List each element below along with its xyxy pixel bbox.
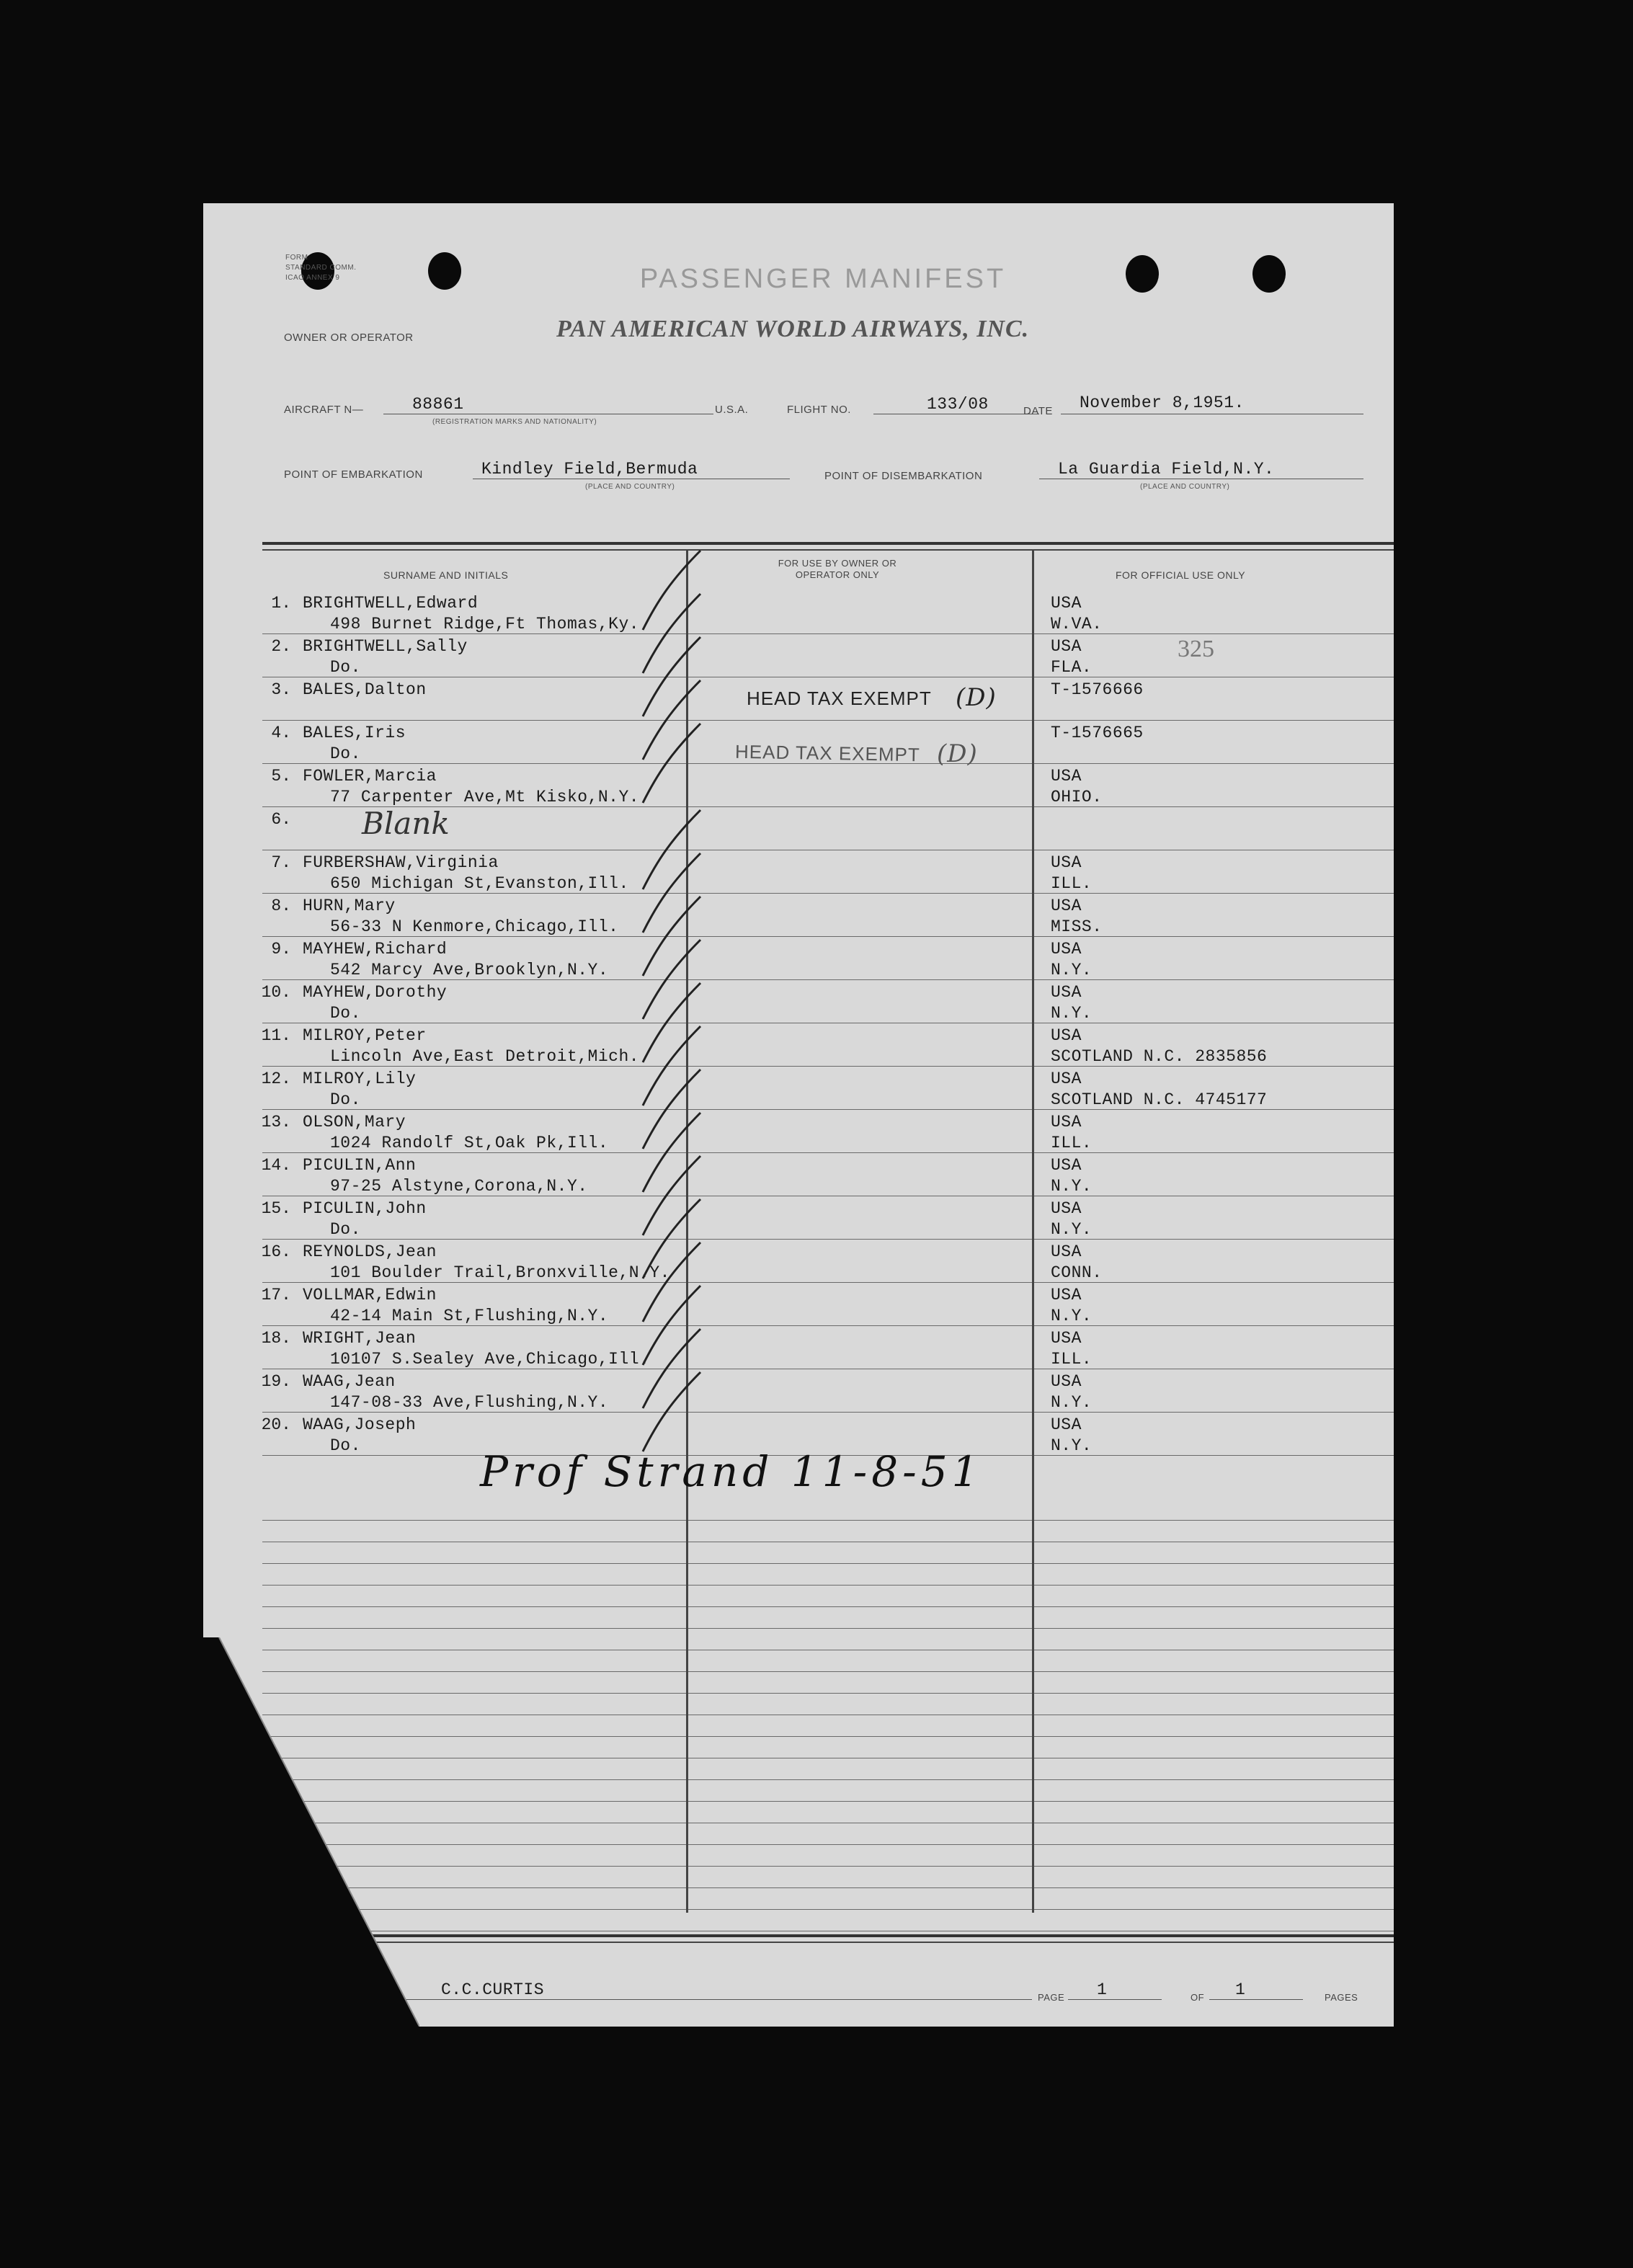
passenger-number: 4. bbox=[271, 724, 291, 742]
page-label: PAGE bbox=[1038, 1992, 1065, 2003]
passenger-number: 7. bbox=[271, 853, 291, 872]
check-stroke bbox=[643, 1199, 700, 1278]
passenger-number: 1. bbox=[271, 594, 291, 613]
passenger-name: VOLLMAR,Edwin bbox=[303, 1286, 437, 1304]
passenger-name: FOWLER,Marcia bbox=[303, 767, 437, 786]
passenger-address: Do. bbox=[330, 1090, 361, 1109]
passenger-number: 16. bbox=[261, 1242, 291, 1261]
passenger-name: MAYHEW,Dorothy bbox=[303, 983, 448, 1002]
official-entry-2: FLA. bbox=[1051, 658, 1093, 677]
passenger-name: WRIGHT,Jean bbox=[303, 1329, 417, 1348]
passenger-name: BALES,Iris bbox=[303, 724, 406, 742]
official-entry-1: USA bbox=[1051, 1069, 1082, 1088]
passenger-number: 8. bbox=[271, 897, 291, 915]
page-title: PASSENGER MANIFEST bbox=[639, 264, 1007, 294]
passenger-number: 12. bbox=[261, 1069, 291, 1088]
by-underline bbox=[398, 1999, 1032, 2000]
col-owner-header: FOR USE BY OWNER OR OPERATOR ONLY bbox=[778, 558, 897, 580]
passenger-name: WAAG,Jean bbox=[303, 1372, 396, 1391]
official-entry-2: W.VA. bbox=[1051, 615, 1103, 633]
disembarkation-value: La Guardia Field,N.Y. bbox=[1058, 460, 1275, 479]
passenger-address: 650 Michigan St,Evanston,Ill. bbox=[330, 874, 629, 893]
of-underline bbox=[1209, 1999, 1303, 2000]
passenger-number: 6. bbox=[271, 810, 291, 829]
official-entry-1: T-1576665 bbox=[1051, 724, 1144, 742]
disembarkation-note: (PLACE AND COUNTRY) bbox=[1140, 483, 1230, 491]
disembarkation-label: POINT OF DISEMBARKATION bbox=[824, 470, 983, 482]
official-entry-1: USA bbox=[1051, 1415, 1082, 1434]
check-stroke bbox=[643, 853, 700, 933]
form-corner-line2: STANDARD COMM. bbox=[285, 264, 357, 272]
official-entry-2: ILL. bbox=[1051, 1134, 1093, 1152]
check-stroke bbox=[643, 637, 700, 716]
stamp-mark: (D) bbox=[956, 683, 997, 712]
check-stroke bbox=[643, 594, 700, 673]
official-entry-2: SCOTLAND N.C. 2835856 bbox=[1051, 1047, 1268, 1066]
passenger-name: MILROY,Lily bbox=[303, 1069, 417, 1088]
check-stroke bbox=[643, 724, 700, 803]
col-official-header: FOR OFFICIAL USE ONLY bbox=[1116, 569, 1246, 581]
passenger-address: 147-08-33 Ave,Flushing,N.Y. bbox=[330, 1393, 609, 1412]
page-total: 1 bbox=[1235, 1980, 1246, 1999]
passenger-name: BRIGHTWELL,Edward bbox=[303, 594, 479, 613]
passenger-address: 101 Boulder Trail,Bronxville,N.Y. bbox=[330, 1263, 670, 1282]
passenger-name: PICULIN,Ann bbox=[303, 1156, 417, 1175]
passenger-number: 3. bbox=[271, 680, 291, 699]
official-entry-2: CONN. bbox=[1051, 1263, 1103, 1282]
passenger-number: 11. bbox=[261, 1026, 291, 1045]
official-entry-2: N.Y. bbox=[1051, 1393, 1093, 1412]
passenger-number: 13. bbox=[261, 1113, 291, 1131]
official-entry-1: USA bbox=[1051, 897, 1082, 915]
passenger-address: 1024 Randolf St,Oak Pk,Ill. bbox=[330, 1134, 609, 1152]
passenger-name: REYNOLDS,Jean bbox=[303, 1242, 437, 1261]
check-stroke bbox=[643, 1286, 700, 1365]
page-number: 1 bbox=[1097, 1980, 1108, 1999]
check-stroke bbox=[643, 1069, 700, 1149]
official-entry-1: USA bbox=[1051, 1286, 1082, 1304]
passenger-address: 97-25 Alstyne,Corona,N.Y. bbox=[330, 1177, 588, 1196]
passenger-name: MILROY,Peter bbox=[303, 1026, 427, 1045]
check-stroke bbox=[643, 1329, 700, 1408]
check-stroke bbox=[643, 1113, 700, 1192]
passenger-number: 5. bbox=[271, 767, 291, 786]
official-entry-1: USA bbox=[1051, 1156, 1082, 1175]
head-tax-stamp: HEAD TAX EXEMPT bbox=[747, 688, 932, 709]
flight-date: November 8,1951. bbox=[1080, 393, 1245, 412]
passenger-name: OLSON,Mary bbox=[303, 1113, 406, 1131]
page-underline bbox=[1068, 1999, 1162, 2000]
passenger-address: 77 Carpenter Ave,Mt Kisko,N.Y. bbox=[330, 788, 640, 806]
passenger-address: 56-33 N Kenmore,Chicago,Ill. bbox=[330, 917, 619, 936]
aircraft-note: (REGISTRATION MARKS AND NATIONALITY) bbox=[432, 418, 597, 426]
flight-number: 133/08 bbox=[927, 395, 989, 414]
official-entry-1: USA bbox=[1051, 1372, 1082, 1391]
passenger-number: 14. bbox=[261, 1156, 291, 1175]
handwritten-blank: Blank bbox=[362, 806, 450, 841]
form-corner-line3: ICAO ANNEX 9 bbox=[285, 274, 340, 282]
passenger-number: 10. bbox=[261, 983, 291, 1002]
check-stroke bbox=[643, 940, 700, 1019]
aircraft-registration: 88861 bbox=[412, 395, 464, 414]
stamp-mark: (D) bbox=[937, 739, 978, 768]
official-entry-2: N.Y. bbox=[1051, 1220, 1093, 1239]
official-entry-1: USA bbox=[1051, 637, 1082, 656]
official-entry-1: USA bbox=[1051, 767, 1082, 786]
check-stroke bbox=[643, 1026, 700, 1106]
passenger-address: Do. bbox=[330, 744, 361, 763]
check-stroke bbox=[643, 1372, 700, 1451]
flight-label: FLIGHT NO. bbox=[787, 404, 851, 416]
passenger-number: 20. bbox=[261, 1415, 291, 1434]
official-entry-2: ILL. bbox=[1051, 874, 1093, 893]
passenger-name: BRIGHTWELL,Sally bbox=[303, 637, 468, 656]
passenger-address: Do. bbox=[330, 1436, 361, 1455]
handwritten-signature: Prof Strand 11-8-51 bbox=[480, 1447, 983, 1496]
check-stroke bbox=[643, 1156, 700, 1235]
official-entry-2: N.Y. bbox=[1051, 1004, 1093, 1023]
passenger-address: 542 Marcy Ave,Brooklyn,N.Y. bbox=[330, 961, 609, 979]
official-entry-1: USA bbox=[1051, 853, 1082, 872]
passenger-number: 2. bbox=[271, 637, 291, 656]
passenger-name: BALES,Dalton bbox=[303, 680, 427, 699]
aircraft-label: AIRCRAFT N— bbox=[284, 404, 364, 416]
check-stroke bbox=[643, 551, 700, 630]
passenger-number: 18. bbox=[261, 1329, 291, 1348]
of-label: OF bbox=[1191, 1992, 1205, 2003]
official-entry-2: N.Y. bbox=[1051, 1307, 1093, 1325]
official-entry-2: MISS. bbox=[1051, 917, 1103, 936]
embarkation-label: POINT OF EMBARKATION bbox=[284, 468, 423, 481]
embarkation-note: (PLACE AND COUNTRY) bbox=[585, 483, 675, 491]
official-entry-1: USA bbox=[1051, 1026, 1082, 1045]
passenger-name: WAAG,Joseph bbox=[303, 1415, 417, 1434]
official-entry-1: USA bbox=[1051, 1113, 1082, 1131]
passenger-number: 9. bbox=[271, 940, 291, 959]
folded-corner bbox=[203, 1637, 419, 2027]
official-entry-2: N.Y. bbox=[1051, 1436, 1093, 1455]
passenger-number: 17. bbox=[261, 1286, 291, 1304]
passenger-address: Do. bbox=[330, 1004, 361, 1023]
official-entry-1: USA bbox=[1051, 983, 1082, 1002]
passenger-address: 498 Burnet Ridge,Ft Thomas,Ky. bbox=[330, 615, 640, 633]
passenger-address: 10107 S.Sealey Ave,Chicago,Ill. bbox=[330, 1350, 650, 1369]
owner-label: OWNER OR OPERATOR bbox=[284, 332, 414, 344]
official-entry-2: SCOTLAND N.C. 4745177 bbox=[1051, 1090, 1268, 1109]
passenger-address: 42-14 Main St,Flushing,N.Y. bbox=[330, 1307, 609, 1325]
aircraft-nationality: U.S.A. bbox=[715, 404, 749, 416]
signed-by: C.C.CURTIS bbox=[441, 1980, 545, 1999]
official-entry-1: T-1576666 bbox=[1051, 680, 1144, 699]
official-number: 325 bbox=[1178, 636, 1214, 662]
passenger-name: FURBERSHAW,Virginia bbox=[303, 853, 499, 872]
check-stroke bbox=[643, 897, 700, 976]
form-corner-line1: FORM bbox=[285, 254, 308, 262]
official-entry-2: OHIO. bbox=[1051, 788, 1103, 806]
passenger-name: HURN,Mary bbox=[303, 897, 396, 915]
head-tax-stamp: HEAD TAX EXEMPT bbox=[734, 740, 921, 766]
official-entry-2: N.Y. bbox=[1051, 1177, 1093, 1196]
official-entry-1: USA bbox=[1051, 1329, 1082, 1348]
official-entry-1: USA bbox=[1051, 1242, 1082, 1261]
official-entry-1: USA bbox=[1051, 594, 1082, 613]
embarkation-value: Kindley Field,Bermuda bbox=[481, 460, 698, 479]
official-entry-1: USA bbox=[1051, 940, 1082, 959]
check-stroke bbox=[643, 810, 700, 889]
operator-name: PAN AMERICAN WORLD AIRWAYS, INC. bbox=[556, 316, 1030, 342]
passenger-number: 15. bbox=[261, 1199, 291, 1218]
check-stroke bbox=[643, 680, 700, 760]
manifest-sheet bbox=[203, 203, 1394, 2027]
passenger-number: 19. bbox=[261, 1372, 291, 1391]
table-bottom-rule bbox=[262, 1934, 1394, 1937]
official-entry-2: N.Y. bbox=[1051, 961, 1093, 979]
table-bottom-rule-2 bbox=[262, 1942, 1394, 1943]
pages-label: PAGES bbox=[1325, 1992, 1358, 2003]
passenger-name: MAYHEW,Richard bbox=[303, 940, 448, 959]
check-stroke bbox=[643, 983, 700, 1062]
check-stroke bbox=[643, 1242, 700, 1322]
passenger-address: Lincoln Ave,East Detroit,Mich. bbox=[330, 1047, 640, 1066]
passenger-name: PICULIN,John bbox=[303, 1199, 427, 1218]
passenger-address: Do. bbox=[330, 658, 361, 677]
official-entry-1: USA bbox=[1051, 1199, 1082, 1218]
passenger-address: Do. bbox=[330, 1220, 361, 1239]
official-entry-2: ILL. bbox=[1051, 1350, 1093, 1369]
col-surname-header: SURNAME AND INITIALS bbox=[383, 569, 509, 581]
date-label: DATE bbox=[1023, 405, 1053, 417]
